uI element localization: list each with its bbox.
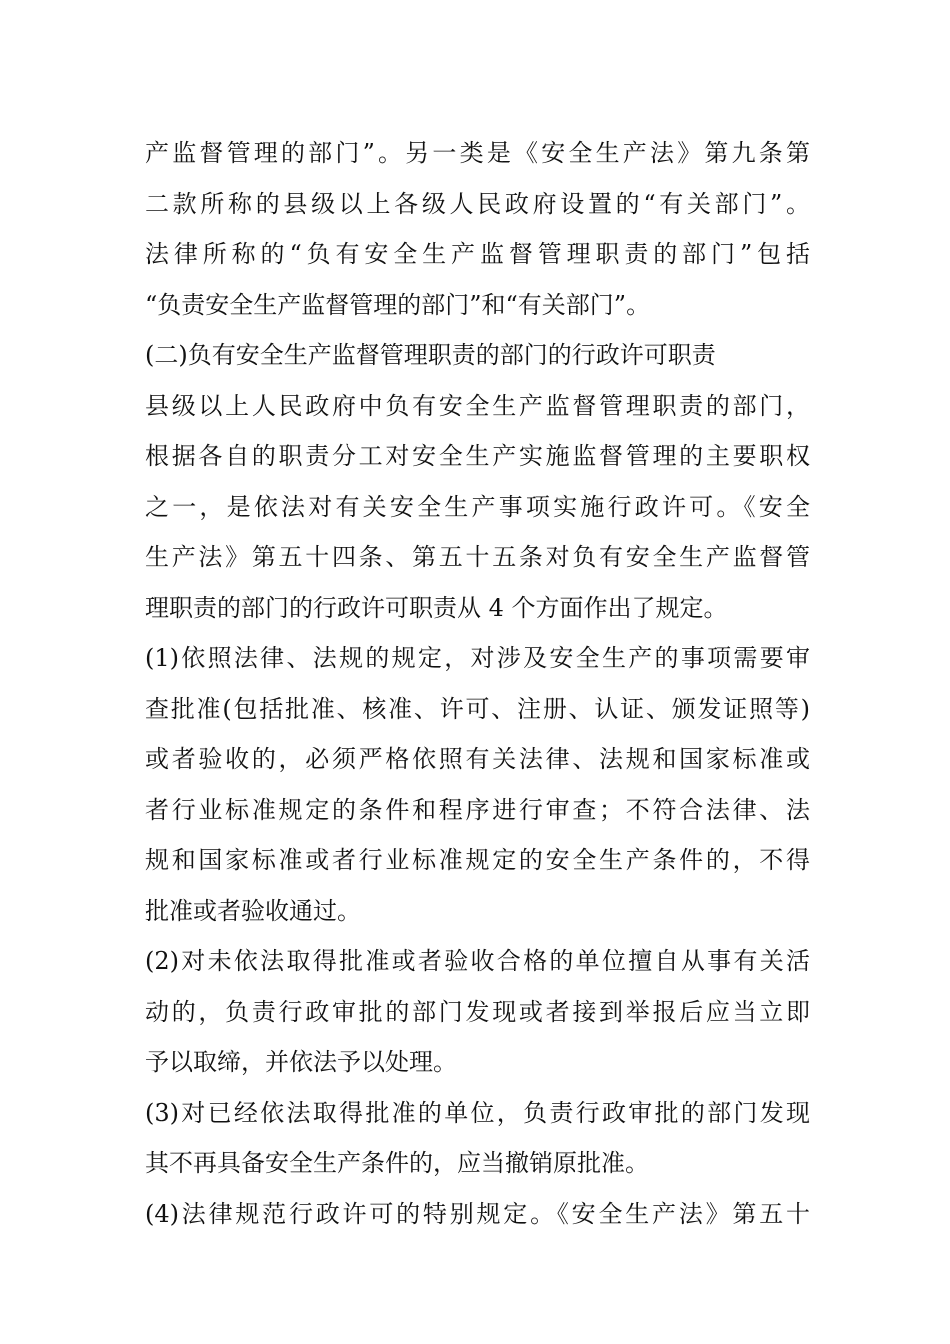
text-line: (4)法律规范行政许可的特别规定。《安全生产法》第五十 [145,1199,810,1228]
text-line: “负责安全生产监督管理的部门”和“有关部门”。 [145,290,651,319]
section-heading: (二)负有安全生产监督管理职责的部门的行政许可职责 [145,341,716,369]
text-line: 动的，负责行政审批的部门发现或者接到举报后应当立即 [145,997,810,1026]
document-body [145,128,810,1239]
text-line: 产监督管理的部门”。另一类是《安全生产法》第九条第 [145,139,810,167]
text-line: 之一，是依法对有关安全生产事项实施行政许可。《安全 [145,492,810,521]
text-line: 批准或者验收通过。 [145,896,361,925]
text-line: 根据各自的职责分工对安全生产实施监督管理的主要职权 [145,442,810,470]
text-line: 查批准(包括批准、核准、许可、注册、认证、颁发证照等) [145,694,810,723]
text-line: 者行业标准规定的条件和程序进行审查；不符合法律、法 [145,795,810,824]
text-line: 或者验收的，必须严格依照有关法律、法规和国家标准或 [145,745,810,773]
text-line: 县级以上人民政府中负有安全生产监督管理职责的部门， [145,391,810,420]
text-line: 法律所称的“负有安全生产监督管理职责的部门”包括 [145,240,810,268]
text-line: 予以取缔，并依法予以处理。 [145,1048,457,1076]
text-line: 理职责的部门的行政许可职责从 4 个方面作出了规定。 [145,593,728,622]
text-line: (1)依照法律、法规的规定，对涉及安全生产的事项需要审 [145,644,810,672]
text-line: (2)对未依法取得批准或者验收合格的单位擅自从事有关活 [145,947,810,975]
text-line: 规和国家标准或者行业标准规定的安全生产条件的，不得 [145,846,810,874]
text-line: 生产法》第五十四条、第五十五条对负有安全生产监督管 [145,543,810,571]
text-line: (3)对已经依法取得批准的单位，负责行政审批的部门发现 [145,1098,810,1127]
text-line: 二款所称的县级以上各级人民政府设置的“有关部门”。 [145,189,810,218]
text-line: 其不再具备安全生产条件的，应当撤销原批准。 [145,1149,649,1177]
